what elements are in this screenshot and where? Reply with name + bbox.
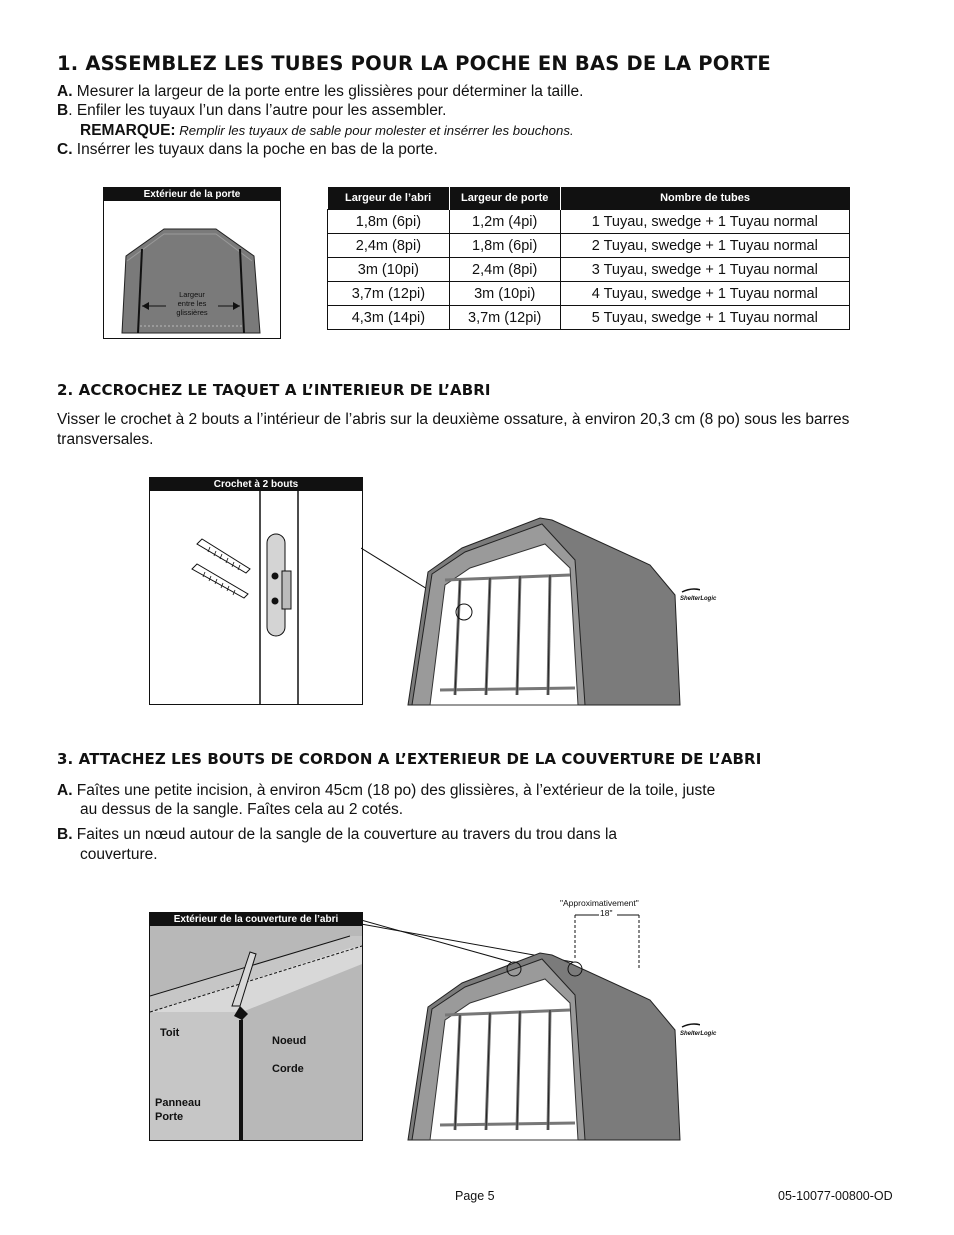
step-1c-label: C. [57, 141, 73, 158]
step-1a-text: Mesurer la largeur de la porte entre les glissières pour déterminer la taille. [72, 83, 584, 100]
table-cell: 1,2m (4pi) [449, 210, 560, 234]
width-label-line2: entre les [177, 299, 207, 308]
step-1a [57, 82, 583, 101]
table-row [328, 210, 850, 234]
step-1b [57, 101, 446, 120]
table-cell: 2,4m (8pi) [328, 234, 450, 258]
step-1a-label: A. [57, 83, 73, 100]
brand-logo-2: ShelterLogic [680, 1031, 717, 1037]
table-row [328, 234, 850, 258]
table-cell: 3,7m (12pi) [328, 282, 450, 306]
cover-exterior-figure [149, 912, 363, 1141]
section-2-title: 2. ACCROCHEZ LE TAQUET A L’INTERIEUR DE L’ABRI [57, 381, 491, 399]
panel-label-line2: Porte [155, 1111, 184, 1123]
page-number: Page 5 [455, 1189, 495, 1203]
table-cell: 1,8m (6pi) [449, 234, 560, 258]
shelter-illustration [400, 510, 700, 710]
cord-label: Corde [272, 1063, 304, 1075]
table-cell: 4 Tuyau, swedge + 1 Tuyau normal [560, 282, 849, 306]
step-3a-label: A. [57, 782, 73, 799]
section-3-title: 3. ATTACHEZ LES BOUTS DE CORDON A L’EXTERIEUR DE LA COUVERTURE DE L’ABRI [57, 750, 762, 768]
width-label-line1: Largeur [179, 290, 205, 299]
table-cell: 2,4m (8pi) [449, 258, 560, 282]
width-label-line3: glissières [176, 308, 208, 317]
knot-label: Noeud [272, 1035, 307, 1047]
document-code: 05-10077-00800-OD [778, 1189, 893, 1203]
section-2-text: Visser le crochet à 2 bouts a l’intérieur de l’abris sur la deuxième ossature, à environ 20,3 cm (8 po) sous les barres transversales. [57, 411, 850, 448]
note-label: REMARQUE: [80, 122, 176, 139]
table-cell: 4,3m (14pi) [328, 306, 450, 330]
step-3b-line1 [57, 825, 617, 844]
door-figure-title: Extérieur de la porte [104, 188, 280, 201]
panel-label-line1: Panneau [155, 1097, 201, 1109]
step-1-note [80, 121, 574, 140]
table-header-row [328, 187, 850, 210]
table-cell: 3,7m (12pi) [449, 306, 560, 330]
door-illustration [104, 201, 280, 338]
tube-size-table [327, 187, 850, 330]
brand-logo: ShelterLogic [680, 596, 717, 602]
header-tube-count: Nombre de tubes [560, 187, 849, 210]
dimension-label: 18" [600, 908, 613, 918]
step-3b-label: B. [57, 826, 73, 843]
table-row [328, 282, 850, 306]
hook-illustration [150, 491, 362, 704]
roof-label: Toit [160, 1027, 180, 1039]
table-cell: 2 Tuyau, swedge + 1 Tuyau normal [560, 234, 849, 258]
step-3b-text2: couverture. [80, 846, 158, 863]
header-door-width: Largeur de porte [449, 187, 560, 210]
header-shelter-width: Largeur de l’abri [328, 187, 450, 210]
shelter-illustration-2 [400, 945, 700, 1145]
step-3b-text1: Faites un nœud autour de la sangle de la couverture au travers du trou dans la [72, 826, 618, 843]
table-cell: 3m (10pi) [449, 282, 560, 306]
hook-figure-title: Crochet à 2 bouts [150, 478, 362, 491]
width-label [166, 290, 218, 317]
step-3a-text1: Faîtes une petite incision, à environ 45cm (18 po) des glissières, à l’extérieur de la toile, juste [72, 782, 716, 799]
table-cell: 3 Tuyau, swedge + 1 Tuyau normal [560, 258, 849, 282]
table-row [328, 258, 850, 282]
step-3a-text2: au dessus de la sangle. Faîtes cela au 2 cotés. [80, 801, 404, 818]
table-row [328, 306, 850, 330]
step-1b-label: B [57, 102, 69, 119]
table-cell: 5 Tuyau, swedge + 1 Tuyau normal [560, 306, 849, 330]
step-3a-line1 [57, 781, 715, 800]
door-exterior-figure [103, 187, 281, 339]
step-1b-text: . Enfiler les tuyaux l’un dans l’autre pour les assembler. [68, 102, 447, 119]
step-1c [57, 140, 438, 159]
section-1-title: 1. ASSEMBLEZ LES TUBES POUR LA POCHE EN BAS DE LA PORTE [57, 52, 771, 75]
hook-figure [149, 477, 363, 705]
table-cell: 1,8m (6pi) [328, 210, 450, 234]
step-1c-text: Insérrer les tuyaux dans la poche en bas de la porte. [72, 141, 438, 158]
note-text: Remplir les tuyaux de sable pour molester et insérrer les bouchons. [175, 123, 574, 138]
table-cell: 1 Tuyau, swedge + 1 Tuyau normal [560, 210, 849, 234]
cover-figure-title: Extérieur de la couverture de l’abri [150, 913, 362, 926]
table-cell: 3m (10pi) [328, 258, 450, 282]
approx-label: "Approximativement" [560, 898, 639, 908]
